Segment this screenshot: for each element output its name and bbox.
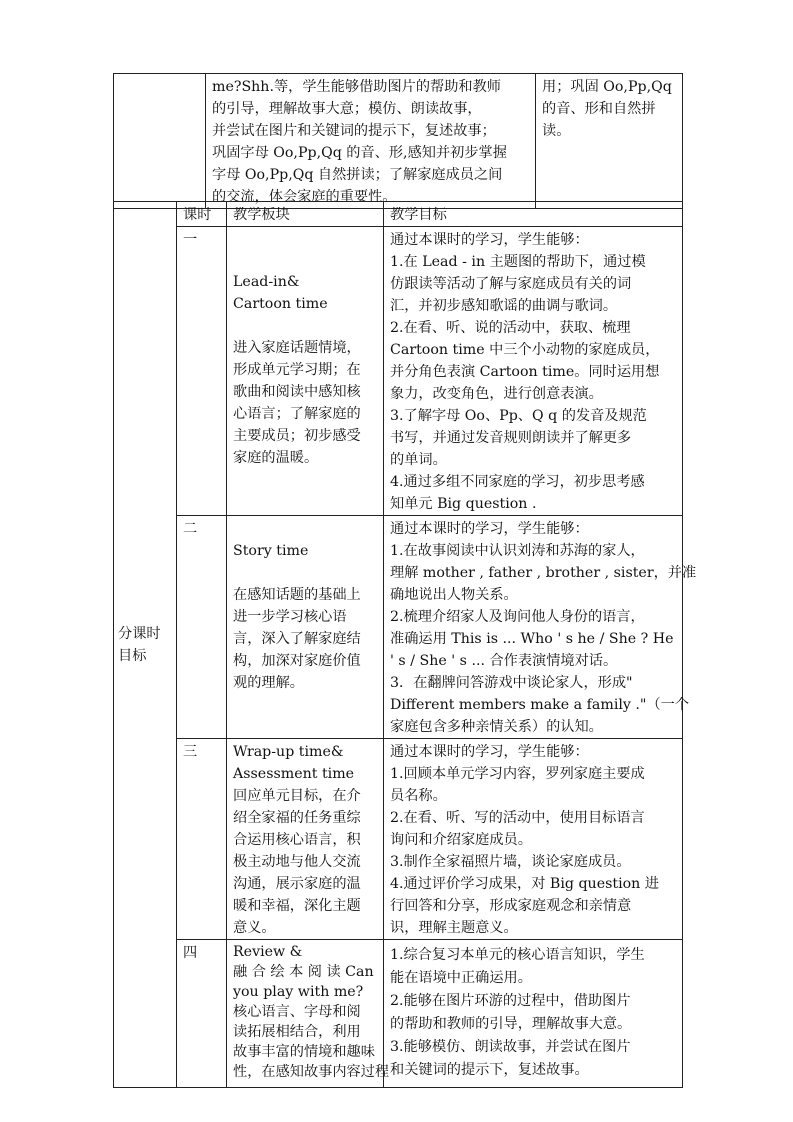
period-cell (177, 940, 227, 1088)
goal-line: 汇，并初步感知歌谣的曲调与歌词。 (390, 298, 618, 314)
module-desc-line: 言，深入了解家庭结 (233, 631, 361, 647)
goal-line: 4.通过评价学习成果，对 Big question 进 (390, 876, 659, 892)
goal-line: 通过本课时的学习，学生能够： (390, 232, 589, 248)
goal-line: 3.制作全家福照片墙，谈论家庭成员。 (390, 854, 631, 870)
continuation-middle-cell (206, 74, 536, 209)
module-desc-line: you play with me? (233, 984, 364, 1000)
module-desc-line: 沟通，展示家庭的温 (233, 876, 361, 892)
goal-line: 1.在 Lead - in 主题图的帮助下，通过模 (390, 254, 646, 270)
goal-line: 和关键词的提示下，复述故事。 (390, 1062, 589, 1078)
goal-line: 4.通过多组不同家庭的学习，初步思考感 (390, 474, 645, 490)
goal-line: 2.在看、听、写的活动中，使用目标语言 (390, 810, 645, 826)
goal-line: 2.在看、听、说的活动中，获取、梳理 (390, 320, 631, 336)
goal-line: 识，理解主题意义。 (390, 920, 518, 936)
goal-line: 知单元 Big question . (390, 496, 537, 512)
goal-line: 3.了解字母 Oo、Pp、Q q 的发音及规范 (390, 408, 647, 424)
table-row (114, 227, 683, 516)
goal-line: 家庭包含多种亲情关系）的认知。 (390, 719, 603, 735)
continuation-middle-text (206, 74, 535, 208)
module-desc-line: 意义。 (233, 920, 276, 936)
goal-line: 象力，改变角色，进行创意表演。 (390, 386, 603, 402)
goal-line: 的单词。 (390, 452, 447, 468)
text-line: 并尝试在图片和关键词的提示下，复述故事； (212, 123, 496, 139)
module-desc-line: 暖和幸福，深化主题 (233, 898, 361, 914)
goal-cell (384, 227, 683, 516)
goal-line: 仿跟读等活动了解与家庭成员有关的词 (390, 276, 632, 292)
module-desc-line: 观的理解。 (233, 675, 304, 691)
module-cell (227, 739, 384, 940)
goal-line: 3.能够模仿、朗读故事，并尝试在图片 (390, 1039, 631, 1055)
header-module (227, 202, 384, 227)
module-cell (227, 227, 384, 516)
goal-text (384, 227, 682, 515)
module-desc-line: 在感知话题的基础上 (233, 587, 361, 603)
table-row (114, 516, 683, 739)
module-desc-line: 融 合 绘 本 阅 读 Can (233, 964, 374, 980)
module-desc-line: 合运用核心语言，积 (233, 832, 361, 848)
text-line: 读。 (542, 123, 571, 139)
section-label-cell (114, 202, 177, 1088)
module-title-line: Lead-in& (233, 274, 300, 290)
goal-cell (384, 940, 683, 1088)
goal-line: 的帮助和教师的引导，理解故事大意。 (390, 1016, 632, 1032)
header-period (177, 202, 227, 227)
table-row (114, 739, 683, 940)
header-period-text: 课时 (183, 207, 212, 223)
goal-line: 3．在翻牌问答游戏中谈论家人，形成" (390, 675, 633, 691)
goal-line: 通过本课时的学习，学生能够： (390, 744, 589, 760)
module-text (227, 516, 383, 694)
goal-line: 并分角色表演 Cartoon time。同时运用想 (390, 364, 660, 380)
goal-line: 1.综合复习本单元的核心语言知识，学生 (390, 947, 645, 963)
goal-text (384, 739, 682, 939)
goal-line: 行回答和分享，形成家庭观念和亲情意 (390, 898, 632, 914)
text-line: 的音、形和自然拼 (542, 101, 656, 117)
goal-line: 能在语境中正确运用。 (390, 970, 532, 986)
module-desc-line: 绍全家福的任务重综 (233, 810, 361, 826)
module-desc-line: 读拓展相结合，利用 (233, 1024, 361, 1040)
continuation-right-text (536, 74, 682, 142)
module-title-line: Assessment time (233, 766, 355, 782)
period-cell (177, 516, 227, 739)
period-text: 四 (183, 945, 198, 961)
goal-cell (384, 516, 697, 739)
goal-line: 2.能够在图片环游的过程中，借助图片 (390, 993, 631, 1009)
period-cell (177, 739, 227, 940)
continuation-blank-cell (114, 74, 206, 209)
goal-line: Cartoon time 中三个小动物的家庭成员， (390, 342, 660, 358)
header-goal (384, 202, 683, 227)
module-cell (227, 940, 390, 1088)
text-line: me?Shh.等，学生能够借助图片的帮助和教师 (212, 79, 501, 95)
period-text: 二 (183, 521, 198, 537)
period-text: 三 (183, 744, 198, 760)
module-title-line: Cartoon time (233, 296, 328, 312)
module-desc-line: 歌曲和阅读中感知核 (233, 384, 361, 400)
period-text: 一 (183, 232, 198, 248)
module-desc-line: 性，在感知故事内容过程 (233, 1064, 390, 1080)
continuation-table (113, 73, 683, 209)
text-line: 巩固字母 Oo,Pp,Qq 的音、形,感知并初步掌握 (212, 145, 507, 161)
goal-text (384, 516, 697, 738)
module-desc-line: 核心语言、字母和阅 (233, 1004, 361, 1020)
module-desc-line: 进一步学习核心语 (233, 609, 347, 625)
module-title-line: Story time (233, 543, 309, 559)
module-desc-line: 进入家庭话题情境， (233, 340, 361, 356)
goal-line: 询问和介绍家庭成员。 (390, 832, 532, 848)
module-text (227, 940, 390, 1082)
module-desc-line: 极主动地与他人交流 (233, 854, 361, 870)
module-desc-line: 故事丰富的情境和趣味 (233, 1044, 375, 1060)
goal-line: ' s / She ' s ... 合作表演情境对话。 (390, 653, 618, 669)
lesson-objectives-table (113, 201, 697, 1088)
table-row (114, 940, 683, 1088)
goal-line: 2.梳理介绍家人及询问他人身份的语言， (390, 609, 645, 625)
period-cell (177, 227, 227, 516)
module-cell (227, 516, 384, 739)
module-text (227, 227, 383, 469)
goal-line: 员名称。 (390, 788, 447, 804)
goal-line: 理解 mother , father , brother , sister，并准 (390, 565, 697, 581)
section-label (114, 623, 176, 667)
module-desc-line: 回应单元目标，在介 (233, 788, 361, 804)
module-title-line: Review & (233, 944, 303, 960)
module-desc-line: 形成单元学习期；在 (233, 362, 361, 378)
module-title-line: Wrap-up time& (233, 744, 344, 760)
text-line: 的引导，理解故事大意；模仿、朗读故事， (212, 101, 482, 117)
goal-line: 准确运用 This is ... Who ' s he / She ? He (390, 631, 674, 647)
header-module-text: 教学板块 (233, 207, 290, 223)
text-line: 的交流，体会家庭的重要性。 (212, 189, 397, 205)
section-label-line: 目标 (118, 647, 147, 664)
section-label-line: 分课时 (118, 625, 161, 642)
goal-line: Different members make a family ."（一个 (390, 697, 690, 713)
text-line: 字母 Oo,Pp,Qq 自然拼读；了解家庭成员之间 (212, 167, 503, 183)
goal-line: 1.回顾本单元学习内容，罗列家庭主要成 (390, 766, 645, 782)
module-text (227, 739, 383, 939)
continuation-right-cell (536, 74, 683, 209)
goal-line: 1.在故事阅读中认识刘涛和苏海的家人， (390, 543, 645, 559)
module-desc-line: 主要成员；初步感受 (233, 428, 361, 444)
module-desc-line: 构，加深对家庭价值 (233, 653, 361, 669)
goal-line: 确地说出人物关系。 (390, 587, 518, 603)
header-goal-text: 教学目标 (390, 207, 447, 223)
goal-line: 通过本课时的学习，学生能够： (390, 521, 589, 537)
goal-cell (384, 739, 683, 940)
goal-text (384, 940, 682, 1082)
text-line: 用；巩固 Oo,Pp,Qq (542, 79, 672, 95)
module-desc-line: 家庭的温暖。 (233, 450, 319, 466)
module-desc-line: 心语言；了解家庭的 (233, 406, 361, 422)
goal-line: 书写，并通过发音规则朗读并了解更多 (390, 430, 632, 446)
